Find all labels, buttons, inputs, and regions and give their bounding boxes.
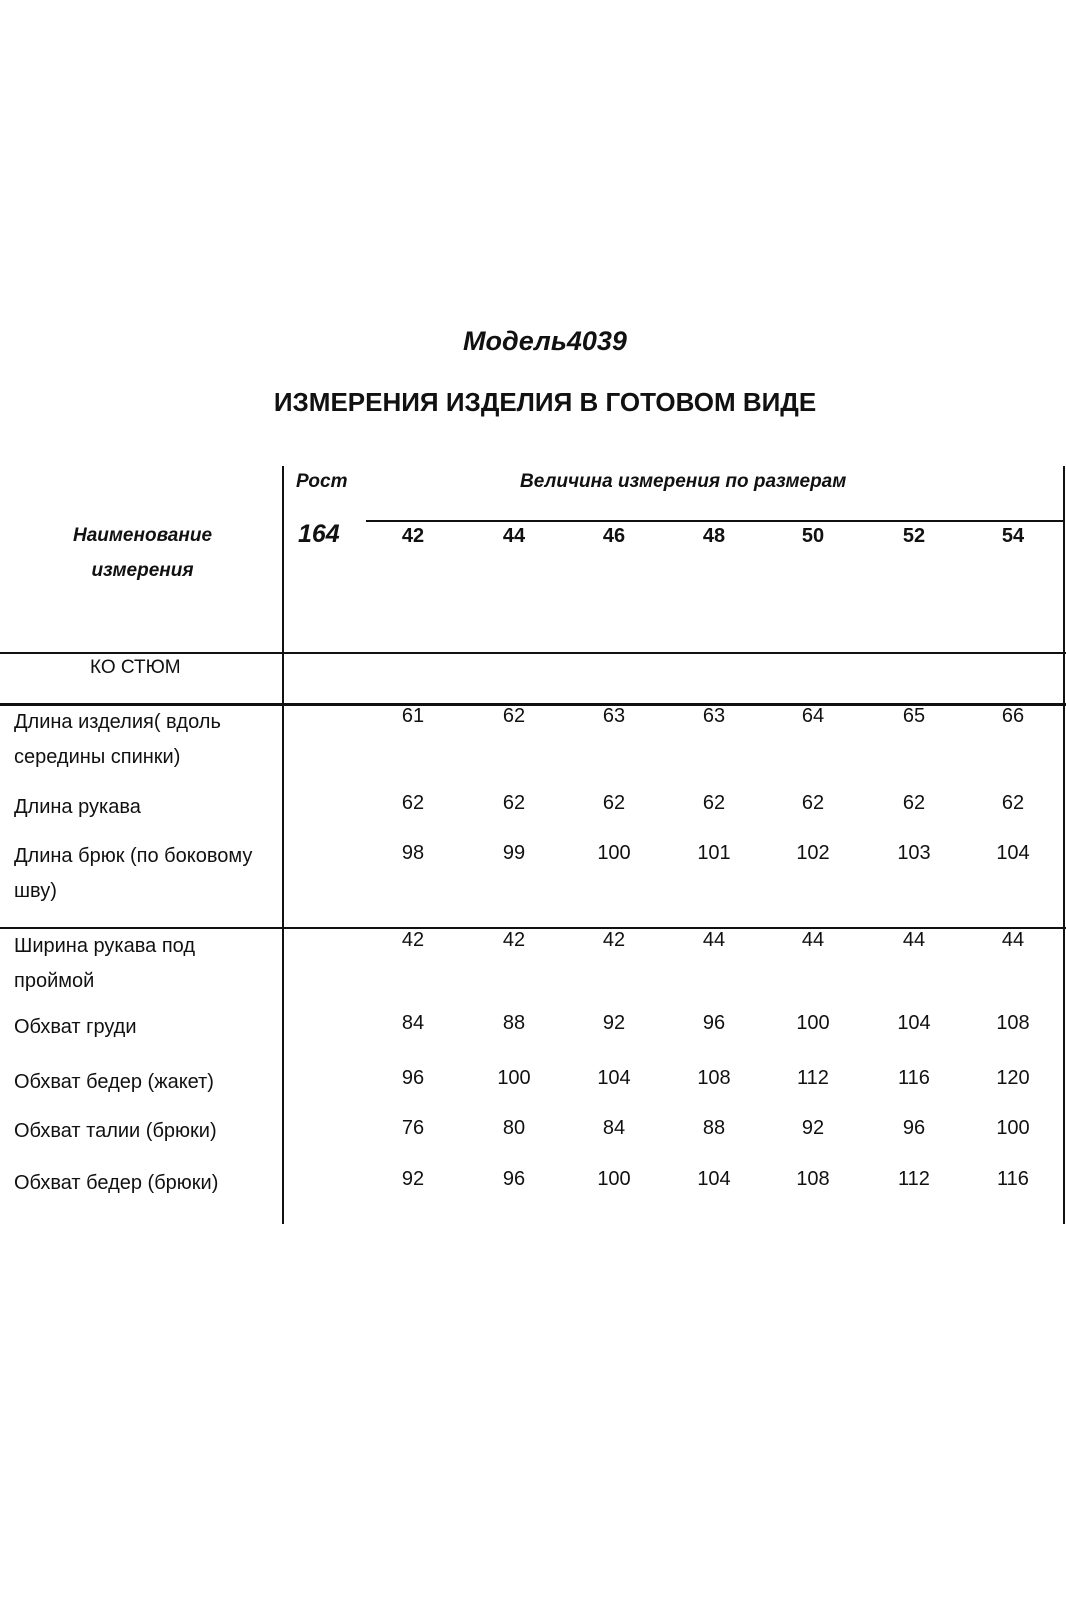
value-cell: 44 bbox=[1001, 929, 1025, 951]
value-cell: 96 bbox=[502, 1168, 526, 1190]
measurement-name-header: Наименование измерения bbox=[72, 525, 213, 581]
value-cell: 100 bbox=[597, 1168, 631, 1190]
main-title: ИЗМЕРЕНИЯ ИЗДЕЛИЯ В ГОТОВОМ ВИДЕ bbox=[273, 387, 817, 417]
value-cell: 92 bbox=[401, 1168, 425, 1190]
value-cell: 100 bbox=[497, 1067, 531, 1089]
value-cell: 98 bbox=[401, 842, 425, 864]
value-cell: 84 bbox=[602, 1117, 626, 1139]
height-label: Рост bbox=[296, 471, 348, 492]
value-cell: 88 bbox=[702, 1117, 726, 1139]
row-label: Длина брюк (по боковому шву) bbox=[14, 845, 253, 902]
value-cell: 112 bbox=[797, 1067, 829, 1089]
value-cell: 63 bbox=[702, 705, 726, 727]
value-cell: 80 bbox=[502, 1117, 526, 1139]
value-cell: 96 bbox=[902, 1117, 926, 1139]
height-value: 164 bbox=[298, 520, 340, 548]
value-cell: 62 bbox=[502, 705, 526, 727]
value-cell: 100 bbox=[597, 842, 631, 864]
value-cell: 62 bbox=[602, 792, 626, 814]
section-label: КО СТЮМ bbox=[90, 657, 181, 678]
value-cell: 44 bbox=[702, 929, 726, 951]
value-cell: 66 bbox=[1001, 705, 1025, 727]
size-header: 48 bbox=[702, 525, 726, 547]
divider-label-column bbox=[282, 466, 284, 1224]
value-cell: 62 bbox=[702, 792, 726, 814]
value-cell: 63 bbox=[602, 705, 626, 727]
row-label: Длина изделия( вдоль середины спинки) bbox=[14, 711, 221, 768]
divider-right-edge bbox=[1063, 466, 1065, 1224]
value-cell: 103 bbox=[897, 842, 931, 864]
size-header: 46 bbox=[602, 525, 626, 547]
value-cell: 96 bbox=[702, 1012, 726, 1034]
row-label: Длина рукава bbox=[14, 796, 141, 818]
value-cell: 96 bbox=[401, 1067, 425, 1089]
value-cell: 102 bbox=[796, 842, 830, 864]
value-cell: 112 bbox=[898, 1168, 930, 1190]
value-cell: 62 bbox=[902, 792, 926, 814]
value-cell: 104 bbox=[996, 842, 1030, 864]
value-cell: 62 bbox=[801, 792, 825, 814]
value-cell: 100 bbox=[796, 1012, 830, 1034]
value-cell: 100 bbox=[996, 1117, 1030, 1139]
size-header: 52 bbox=[902, 525, 926, 547]
value-cell: 92 bbox=[801, 1117, 825, 1139]
value-cell: 108 bbox=[697, 1067, 731, 1089]
value-cell: 104 bbox=[897, 1012, 931, 1034]
size-header: 54 bbox=[1001, 525, 1025, 547]
divider-under-header bbox=[0, 652, 1066, 654]
row-label: Обхват бедер (брюки) bbox=[14, 1172, 219, 1194]
value-cell: 99 bbox=[502, 842, 526, 864]
value-cell: 65 bbox=[902, 705, 926, 727]
size-header: 50 bbox=[801, 525, 825, 547]
value-cell: 116 bbox=[997, 1168, 1029, 1190]
value-cell: 62 bbox=[1001, 792, 1025, 814]
row-label: Ширина рукава под проймой bbox=[14, 935, 195, 992]
value-cell: 62 bbox=[502, 792, 526, 814]
value-cell: 104 bbox=[697, 1168, 731, 1190]
value-cell: 42 bbox=[502, 929, 526, 951]
value-cell: 42 bbox=[401, 929, 425, 951]
value-cell: 108 bbox=[796, 1168, 830, 1190]
row-label: Обхват груди bbox=[14, 1016, 137, 1038]
value-cell: 120 bbox=[996, 1067, 1030, 1089]
divider-under-size-title bbox=[366, 520, 1065, 522]
value-cell: 88 bbox=[502, 1012, 526, 1034]
value-cell: 101 bbox=[697, 842, 731, 864]
size-header: 42 bbox=[401, 525, 425, 547]
value-cell: 92 bbox=[602, 1012, 626, 1034]
value-cell: 44 bbox=[902, 929, 926, 951]
value-cell: 61 bbox=[401, 705, 425, 727]
value-cell: 116 bbox=[898, 1067, 930, 1089]
sizes-header: Величина измерения по размерам bbox=[520, 471, 847, 492]
value-cell: 62 bbox=[401, 792, 425, 814]
model-title: Модель4039 bbox=[463, 326, 627, 356]
row-label: Обхват бедер (жакет) bbox=[14, 1071, 214, 1093]
value-cell: 76 bbox=[401, 1117, 425, 1139]
value-cell: 64 bbox=[801, 705, 825, 727]
value-cell: 42 bbox=[602, 929, 626, 951]
value-cell: 44 bbox=[801, 929, 825, 951]
value-cell: 84 bbox=[401, 1012, 425, 1034]
value-cell: 104 bbox=[597, 1067, 631, 1089]
value-cell: 108 bbox=[996, 1012, 1030, 1034]
row-label: Обхват талии (брюки) bbox=[14, 1120, 217, 1142]
size-header: 44 bbox=[502, 525, 526, 547]
